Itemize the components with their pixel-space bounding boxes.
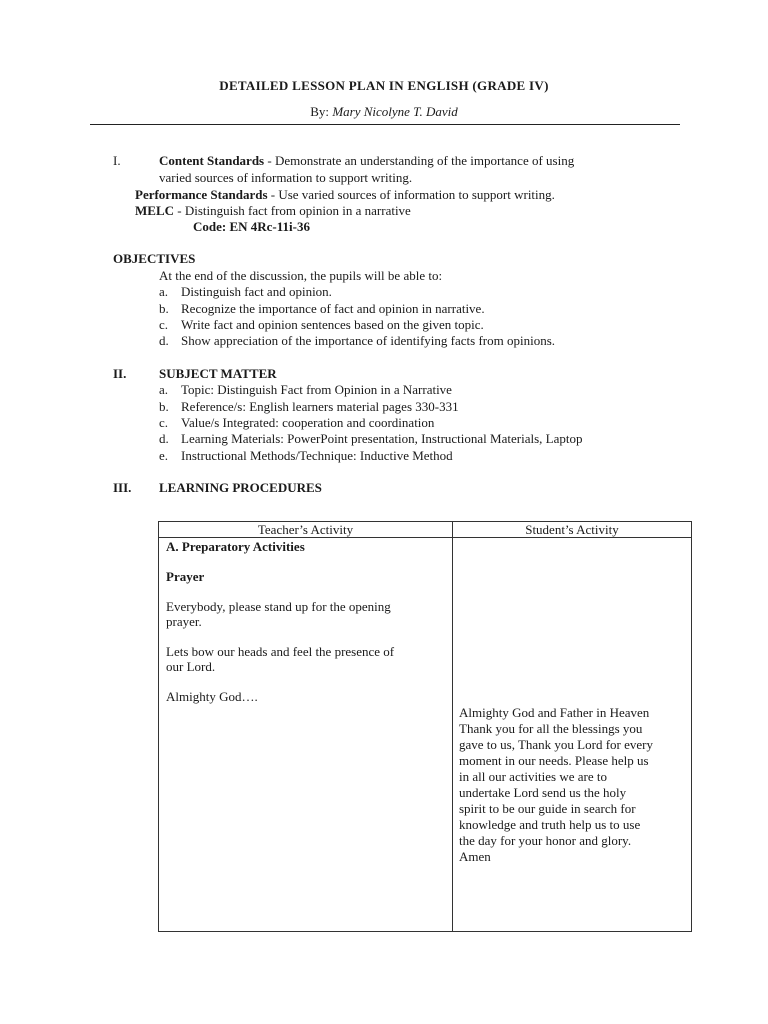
objective-marker: d. [159, 333, 169, 348]
preparatory-activities-heading: A. Preparatory Activities [166, 539, 305, 554]
document-title: DETAILED LESSON PLAN IN ENGLISH (GRADE IV) [219, 78, 549, 93]
subject-text: Topic: Distinguish Fact from Opinion in a Narrative [181, 382, 452, 397]
melc-line [135, 203, 411, 219]
subject-matter-heading: SUBJECT MATTER [159, 366, 277, 381]
header-divider [90, 124, 680, 125]
performance-standards [135, 187, 555, 203]
performance-standards-label: Performance Standards [135, 187, 268, 202]
objective-text: Recognize the importance of fact and opinion in narrative. [181, 301, 485, 316]
subject-text: Value/s Integrated: cooperation and coordination [181, 415, 435, 430]
student-line: knowledge and truth help us to use [459, 817, 641, 832]
teacher-line: Lets bow our heads and feel the presence of [166, 644, 395, 659]
student-line: spirit to be our guide in search for [459, 801, 636, 816]
section-1-numeral: I. [113, 153, 121, 168]
objectives-intro: At the end of the discussion, the pupils will be able to: [159, 268, 443, 283]
content-standards-line-1 [159, 153, 574, 169]
subject-marker: e. [159, 448, 169, 463]
prayer-subheading: Prayer [166, 569, 205, 584]
content-standards-text: - Demonstrate an understanding of the importance of using [264, 153, 575, 168]
teacher-line: Almighty God…. [166, 689, 258, 704]
student-line: Almighty God and Father in Heaven [459, 705, 650, 720]
table-row [159, 538, 692, 932]
subject-marker: a. [159, 382, 169, 397]
student-line: in all our activities we are to [459, 769, 608, 784]
subject-marker: d. [159, 431, 169, 446]
subject-text: Learning Materials: PowerPoint presentation, Instructional Materials, Laptop [181, 431, 583, 446]
melc-label: MELC [135, 203, 174, 218]
activity-table [158, 521, 692, 932]
learning-procedures-heading: LEARNING PROCEDURES [159, 480, 322, 495]
subject-marker: b. [159, 399, 169, 414]
objective-marker: b. [159, 301, 169, 316]
objective-text: Write fact and opinion sentences based on the given topic. [181, 317, 484, 332]
subject-text: Reference/s: English learners material pages 330-331 [181, 399, 459, 414]
teacher-line: our Lord. [166, 659, 216, 674]
student-line: Amen [459, 849, 491, 864]
student-line: undertake Lord send us the holy [459, 785, 627, 800]
performance-standards-text: - Use varied sources of information to support writing. [267, 187, 555, 202]
by-label: By: [310, 104, 330, 119]
melc-text: - Distinguish fact from opinion in a narrative [174, 203, 411, 218]
student-line: moment in our needs. Please help us [459, 753, 649, 768]
student-line: gave to us, Thank you Lord for every [459, 737, 653, 752]
student-line: Thank you for all the blessings you [459, 721, 643, 736]
content-standards-line-2: varied sources of information to support writing. [159, 170, 413, 185]
objective-marker: c. [159, 317, 169, 332]
objectives-heading: OBJECTIVES [113, 251, 196, 266]
melc-code: Code: EN 4Rc-11i-36 [193, 219, 310, 234]
author-name: Mary Nicolyne T. David [332, 104, 458, 119]
section-3-numeral: III. [113, 480, 132, 495]
teacher-activity-cell [159, 538, 453, 932]
student-activity-header: Student’s Activity [453, 522, 692, 538]
author-line [0, 104, 768, 120]
table-header-row [159, 522, 692, 538]
student-activity-cell [453, 538, 692, 932]
subject-text: Instructional Methods/Technique: Inductive Method [181, 448, 453, 463]
teacher-activity-header: Teacher’s Activity [159, 522, 453, 538]
student-line: the day for your honor and glory. [459, 833, 632, 848]
subject-marker: c. [159, 415, 169, 430]
teacher-line: prayer. [166, 614, 202, 629]
section-2-numeral: II. [113, 366, 127, 381]
objective-text: Show appreciation of the importance of identifying facts from opinions. [181, 333, 556, 348]
teacher-line: Everybody, please stand up for the opening [166, 599, 391, 614]
content-standards-label: Content Standards [159, 153, 265, 168]
objective-marker: a. [159, 284, 169, 299]
objective-text: Distinguish fact and opinion. [181, 284, 332, 299]
